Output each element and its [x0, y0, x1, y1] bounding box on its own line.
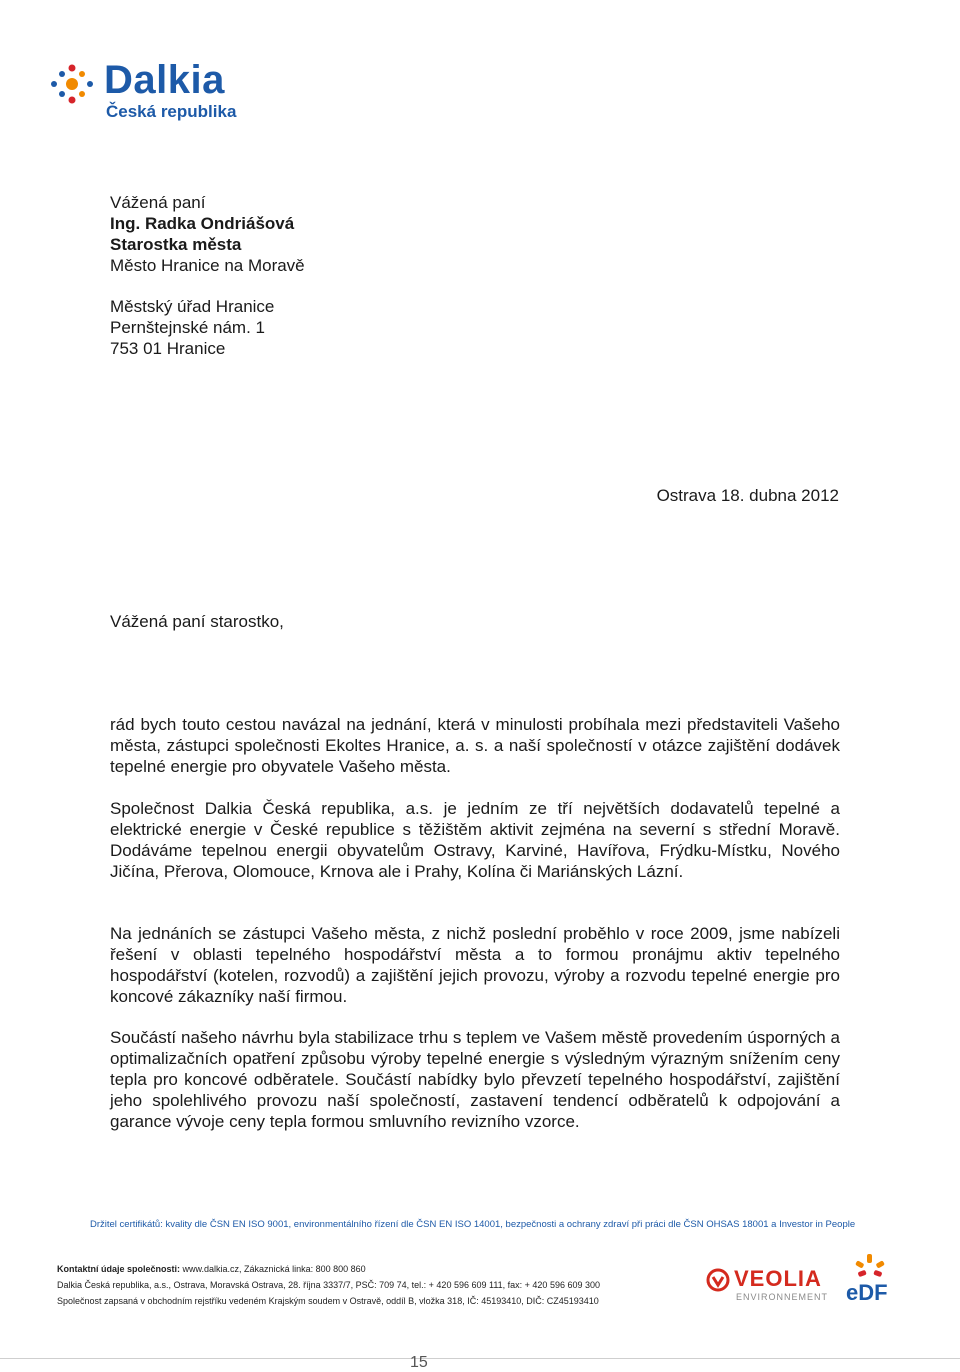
greeting: Vážená paní [110, 193, 206, 212]
company-address-line: Dalkia Česká republika, a.s., Ostrava, Moravská Ostrava, 28. října 3337/7, PSČ: 709 74, tel.: + 420 596 609 111, fax: + 420 596 609 300 [57, 1280, 600, 1290]
office-name: Městský úřad Hranice [110, 297, 275, 316]
dalkia-logo [48, 58, 248, 128]
paragraph-2: Společnost Dalkia Česká republika, a.s. je jedním ze tří největších dodavatelů tepelné a elektrické energie v České republice s těžištěm aktivit zejména na severní s střední Moravě. Dodáváme tepelnou energii obyvatelům Ostravy, Karviné, Havířova, Frýdku-Místku, Nového Jičína, Přerova, Olomouce, Krnova ale i Prahy, Kolína či Mariánských Lázní. [110, 799, 840, 881]
veolia-logo [706, 1266, 829, 1306]
office-city: 753 01 Hranice [110, 339, 226, 358]
veolia-name: VEOLIA [734, 1266, 822, 1291]
recipient-address [110, 192, 305, 359]
company-name: Dalkia [104, 58, 225, 102]
dalkia-dots-icon [48, 62, 98, 108]
paragraph-4: Součástí našeho návrhu byla stabilizace trhu s teplem ve Vašem městě provedením úsporných a optimalizačních opatření způsobu výroby tepelné energie s výsledným výrazným snížením ceny tepla pro koncové odběratele. Součástí nabídky bylo převzetí tepelného hospodářství, zajištění jeho spolehlivého provozu naší společností, zastavení tendencí odběratelů k odpojování a garance vývoje ceny tepla formou smluvního revizního vzorce. [110, 1028, 840, 1131]
registry-line: Společnost zapsaná v obchodním rejstříku vedeném Krajským soudem v Ostravě, oddíl B, vložka 318, IČ: 45193410, DIČ: CZ45193410 [57, 1296, 599, 1306]
contact-label: Kontaktní údaje společnosti: [57, 1264, 181, 1274]
contact-value: www.dalkia.cz, Zákaznická linka: 800 800 860 [182, 1264, 366, 1274]
letter-date: Ostrava 18. dubna 2012 [656, 486, 839, 505]
recipient-org: Město Hranice na Moravě [110, 256, 305, 275]
edf-sun-icon [850, 1252, 890, 1282]
paragraph-3: Na jednáních se zástupci Vašeho města, z nichž poslední proběhlo v roce 2009, jsme nabízeli řešení v oblasti tepelného hospodářství města a to formou pronájmu aktiv tepelného hospodářství (kotelen, rozvodů) a zajištění jejich provozu, výroby a rozvodu tepelné energie pro koncové zákazníky naší firmou. [110, 924, 840, 1006]
salutation: Vážená paní starostko, [110, 612, 284, 631]
contact-block [57, 1261, 600, 1309]
recipient-role: Starostka města [110, 235, 242, 254]
office-street: Pernštejnské nám. 1 [110, 318, 265, 337]
veolia-mark-icon [706, 1268, 732, 1292]
veolia-sub: ENVIRONNEMENT [736, 1292, 829, 1302]
company-subtitle: Česká republika [106, 102, 237, 121]
edf-logo [846, 1252, 892, 1308]
edf-name: eDF [846, 1280, 888, 1305]
recipient-name: Ing. Radka Ondriášová [110, 214, 295, 233]
paragraph-1: rád bych touto cestou navázal na jednání, která v minulosti probíhala mezi představiteli Vašeho města, zástupci společnosti Ekoltes Hranice, a. s. a naší společností v otázce zajištění dodávek tepelné energie pro obyvatele Vašeho města. [110, 715, 840, 776]
page-number: 15 [410, 1354, 428, 1371]
page-divider [0, 1358, 960, 1359]
certifications: Držitel certifikátů: kvality dle ČSN EN ISO 9001, environmentálního řízení dle ČSN EN ISO 14001, bezpečnosti a ochrany zdraví při práci dle ČSN OHSAS 18001 a Investor in People [90, 1219, 856, 1230]
